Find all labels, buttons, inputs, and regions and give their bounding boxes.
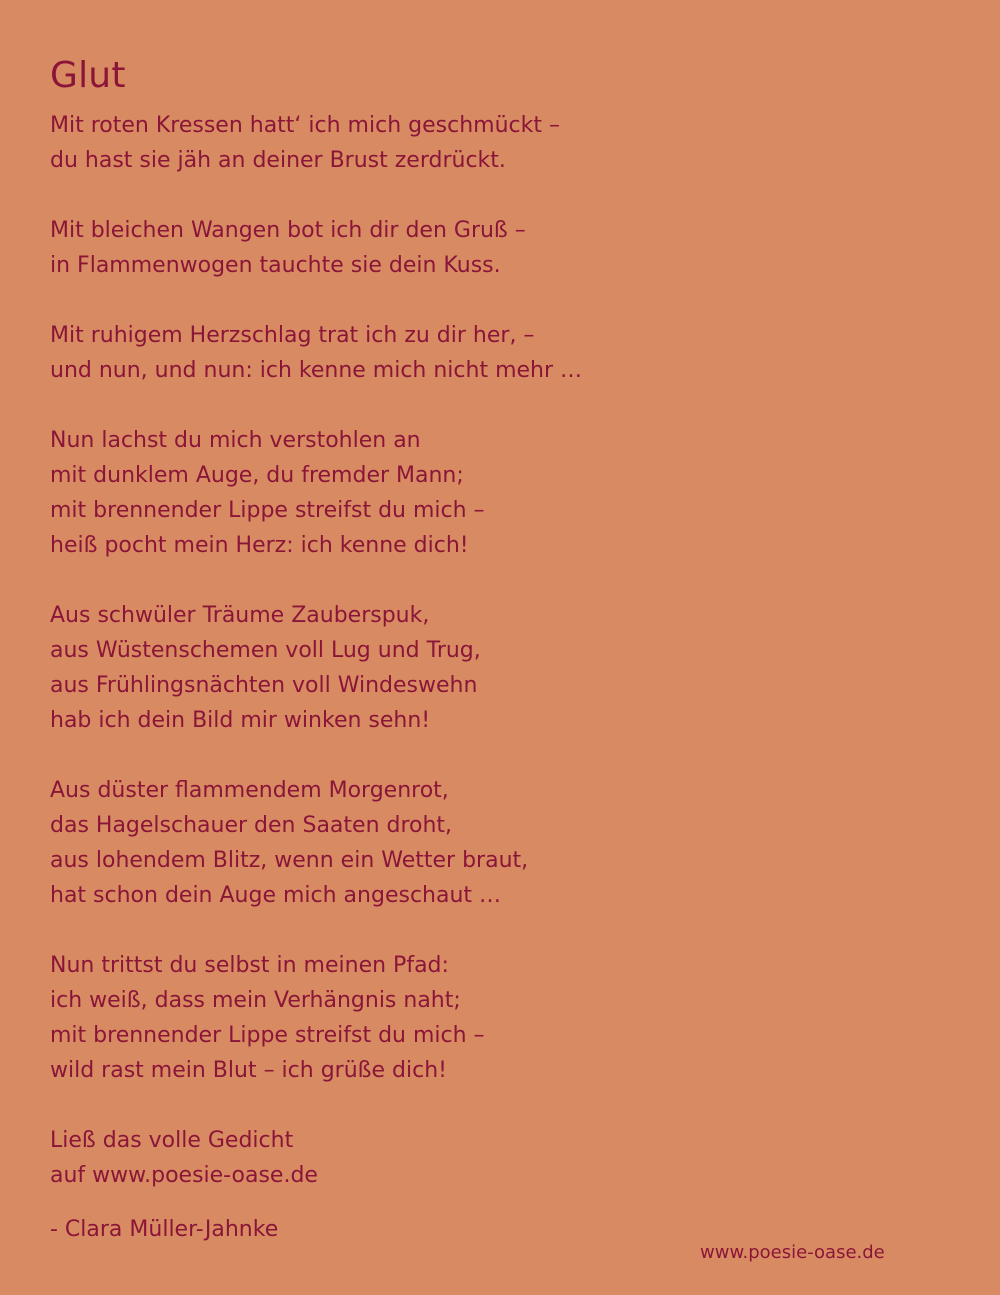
poem-stanza <box>50 108 950 178</box>
poem-line: Mit roten Kressen hatt‘ ich mich geschmückt – <box>50 113 560 138</box>
poem-stanza <box>50 948 950 1088</box>
poem-stanza <box>50 213 950 283</box>
poem-line: aus Wüstenschemen voll Lug und Trug, <box>50 638 481 663</box>
poem-line: mit brennender Lippe streifst du mich – <box>50 1023 485 1048</box>
poem-line: mit brennender Lippe streifst du mich – <box>50 498 485 523</box>
poem-stanza <box>50 598 950 738</box>
poem-line: Aus schwüler Träume Zauberspuk, <box>50 603 430 628</box>
poem-line: aus lohendem Blitz, wenn ein Wetter braut, <box>50 848 529 873</box>
poem-page <box>50 52 950 1247</box>
poem-line: du hast sie jäh an deiner Brust zerdrückt. <box>50 148 506 173</box>
poem-stanza <box>50 318 950 388</box>
poem-line: ich weiß, dass mein Verhängnis naht; <box>50 988 461 1013</box>
poem-title: Glut <box>50 55 126 96</box>
poem-stanza <box>50 423 950 563</box>
poem-author: - Clara Müller-Jahnke <box>50 1217 279 1242</box>
poem-stanzas <box>50 108 950 1088</box>
poem-line: Nun trittst du selbst in meinen Pfad: <box>50 953 449 978</box>
poem-line: aus Frühlingsnächten voll Windeswehn <box>50 673 478 698</box>
cta-line-1: Ließ das volle Gedicht <box>50 1128 294 1153</box>
poem-stanza <box>50 773 950 913</box>
cta-line-2: auf www.poesie-oase.de <box>50 1163 318 1188</box>
poem-line: das Hagelschauer den Saaten droht, <box>50 813 453 838</box>
read-full-poem-note <box>50 1123 950 1193</box>
poem-line: hab ich dein Bild mir winken sehn! <box>50 708 431 733</box>
poem-line: Aus düster flammendem Morgenrot, <box>50 778 449 803</box>
poem-line: und nun, und nun: ich kenne mich nicht mehr … <box>50 358 583 383</box>
poem-line: hat schon dein Auge mich angeschaut … <box>50 883 502 908</box>
poem-line: wild rast mein Blut – ich grüße dich! <box>50 1058 447 1083</box>
poem-line: Mit ruhigem Herzschlag trat ich zu dir her, – <box>50 323 535 348</box>
poem-line: Nun lachst du mich verstohlen an <box>50 428 421 453</box>
poem-line: in Flammenwogen tauchte sie dein Kuss. <box>50 253 501 278</box>
footer-website-url: www.poesie-oase.de <box>700 1242 885 1263</box>
poem-line: Mit bleichen Wangen bot ich dir den Gruß – <box>50 218 526 243</box>
poem-line: heiß pocht mein Herz: ich kenne dich! <box>50 533 469 558</box>
poem-line: mit dunklem Auge, du fremder Mann; <box>50 463 464 488</box>
